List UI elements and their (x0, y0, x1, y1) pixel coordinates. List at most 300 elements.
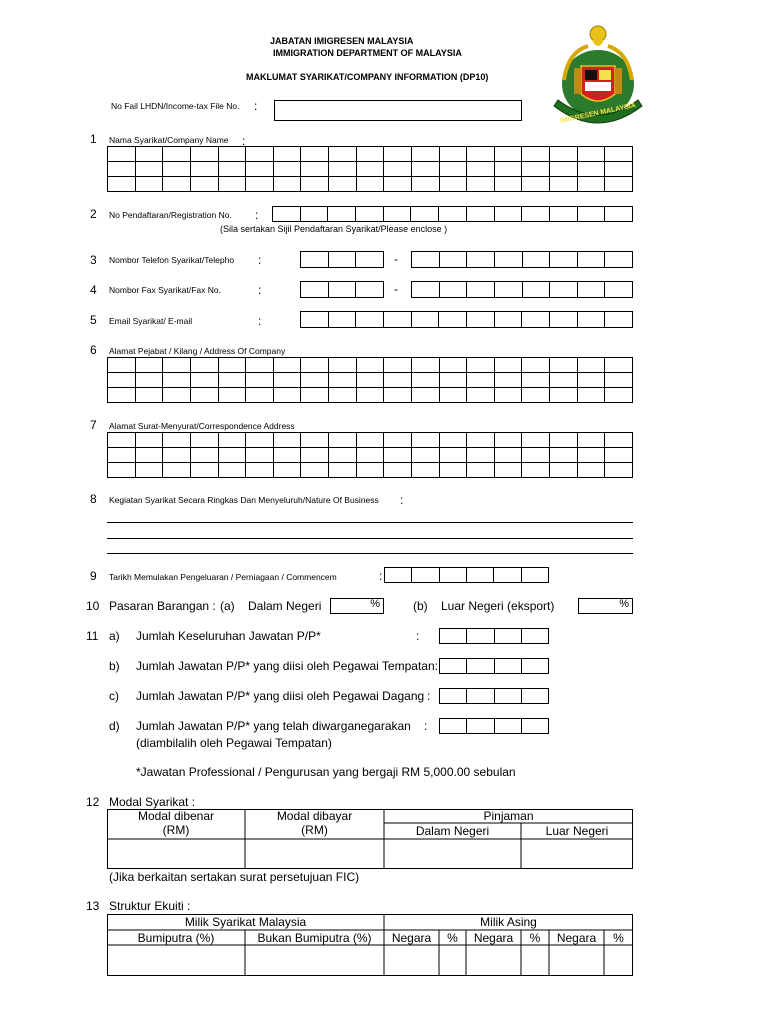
char-box[interactable] (246, 463, 274, 478)
char-box[interactable] (356, 358, 384, 373)
char-box[interactable] (356, 147, 384, 162)
char-box[interactable] (412, 568, 439, 583)
char-box[interactable] (439, 568, 466, 583)
char-box[interactable] (550, 252, 578, 268)
char-box[interactable] (550, 162, 578, 177)
q11a-colon: : (416, 629, 420, 643)
agency-name-en: IMMIGRATION DEPARTMENT OF MALAYSIA (273, 48, 462, 58)
char-box[interactable] (467, 162, 495, 177)
char-box[interactable] (383, 207, 411, 222)
char-box[interactable] (135, 358, 163, 373)
char-box[interactable] (577, 312, 605, 328)
char-box[interactable] (384, 463, 412, 478)
char-box[interactable] (163, 448, 191, 463)
char-box[interactable] (190, 388, 218, 403)
char-box[interactable] (467, 358, 495, 373)
char-box[interactable] (135, 463, 163, 478)
char-box[interactable] (494, 147, 522, 162)
q1-colon: : (242, 134, 246, 148)
char-box[interactable] (577, 282, 605, 298)
char-box[interactable] (301, 388, 329, 403)
company-name-grid[interactable] (107, 146, 633, 192)
char-box[interactable] (577, 252, 605, 268)
char-box[interactable] (467, 659, 494, 674)
char-box[interactable] (605, 207, 633, 222)
char-box[interactable] (356, 448, 384, 463)
char-box[interactable] (135, 177, 163, 192)
char-box[interactable] (522, 463, 550, 478)
authorised-capital-unit: (RM) (162, 822, 190, 837)
char-box[interactable] (301, 433, 329, 448)
char-box[interactable] (411, 448, 439, 463)
char-box[interactable] (522, 162, 550, 177)
char-box[interactable] (301, 358, 329, 373)
char-box[interactable] (467, 388, 495, 403)
char-box[interactable] (467, 433, 495, 448)
char-box[interactable] (494, 388, 522, 403)
char-box[interactable] (411, 373, 439, 388)
char-box[interactable] (522, 448, 550, 463)
char-box[interactable] (522, 433, 550, 448)
q11b-label: Jumlah Jawatan P/P* yang diisi oleh Pegawai Tempatan: (136, 659, 438, 673)
char-box[interactable] (163, 177, 191, 192)
char-box[interactable] (384, 358, 412, 373)
country-input-2[interactable] (467, 946, 520, 975)
loan-domestic-input[interactable] (385, 840, 520, 868)
char-box[interactable] (412, 252, 440, 268)
char-box[interactable] (439, 358, 467, 373)
char-box[interactable] (577, 177, 605, 192)
char-box[interactable] (273, 147, 301, 162)
q5-number: 5 (90, 313, 97, 327)
bumiputra-input[interactable] (108, 946, 244, 975)
paid-capital-title: Modal dibayar (276, 809, 353, 823)
char-box[interactable] (467, 282, 495, 298)
char-box[interactable] (246, 448, 274, 463)
char-box[interactable] (246, 433, 274, 448)
q11d-colon: : (424, 719, 428, 733)
char-box[interactable] (383, 312, 411, 328)
q10-number: 10 (86, 599, 100, 613)
char-box[interactable] (218, 358, 246, 373)
char-box[interactable] (494, 659, 521, 674)
char-box[interactable] (108, 373, 136, 388)
char-box[interactable] (494, 689, 521, 704)
char-box[interactable] (494, 177, 522, 192)
char-box[interactable] (329, 358, 357, 373)
char-box[interactable] (550, 177, 578, 192)
char-box[interactable] (135, 162, 163, 177)
equity-table (107, 914, 633, 976)
char-box[interactable] (356, 433, 384, 448)
country-input-1[interactable] (385, 946, 438, 975)
char-box[interactable] (605, 448, 633, 463)
char-box[interactable] (190, 448, 218, 463)
char-box[interactable] (549, 207, 577, 222)
char-box[interactable] (439, 147, 467, 162)
char-box[interactable] (301, 252, 329, 268)
char-box[interactable] (411, 463, 439, 478)
char-box[interactable] (521, 629, 548, 644)
business-line-2[interactable] (107, 538, 633, 539)
char-box[interactable] (412, 282, 440, 298)
char-box[interactable] (384, 388, 412, 403)
char-box[interactable] (467, 252, 495, 268)
char-box[interactable] (522, 388, 550, 403)
char-box[interactable] (246, 373, 274, 388)
char-box[interactable] (190, 463, 218, 478)
char-box[interactable] (494, 252, 522, 268)
char-box[interactable] (163, 162, 191, 177)
char-box[interactable] (439, 162, 467, 177)
export-market-pct-input[interactable] (578, 598, 633, 614)
char-box[interactable] (108, 463, 136, 478)
char-box[interactable] (135, 147, 163, 162)
char-box[interactable] (108, 162, 136, 177)
char-box[interactable] (301, 312, 329, 328)
char-box[interactable] (605, 373, 633, 388)
tax-file-colon: : (254, 99, 258, 113)
char-box[interactable] (577, 373, 605, 388)
char-box[interactable] (577, 162, 605, 177)
char-box[interactable] (521, 659, 548, 674)
char-box[interactable] (521, 568, 548, 583)
char-box[interactable] (577, 147, 605, 162)
char-box[interactable] (301, 177, 329, 192)
char-box[interactable] (605, 252, 633, 268)
char-box[interactable] (494, 448, 522, 463)
char-box[interactable] (190, 373, 218, 388)
char-box[interactable] (494, 719, 521, 734)
local-officers-grid[interactable] (439, 658, 549, 674)
char-box[interactable] (550, 358, 578, 373)
char-box[interactable] (550, 448, 578, 463)
char-box[interactable] (356, 388, 384, 403)
char-box[interactable] (328, 207, 356, 222)
char-box[interactable] (329, 147, 357, 162)
char-box[interactable] (218, 448, 246, 463)
char-box[interactable] (163, 433, 191, 448)
char-box[interactable] (605, 463, 633, 478)
loan-foreign-input[interactable] (522, 840, 632, 868)
char-box[interactable] (550, 433, 578, 448)
char-box[interactable] (439, 207, 467, 222)
char-box[interactable] (356, 463, 384, 478)
q10-label: Pasaran Barangan : (109, 599, 216, 613)
char-box[interactable] (301, 373, 329, 388)
char-box[interactable] (494, 358, 522, 373)
char-box[interactable] (494, 207, 522, 222)
char-box[interactable] (273, 373, 301, 388)
business-line-3[interactable] (107, 553, 633, 554)
char-box[interactable] (218, 388, 246, 403)
char-box[interactable] (466, 568, 493, 583)
char-box[interactable] (356, 282, 384, 298)
char-box[interactable] (522, 373, 550, 388)
char-box[interactable] (300, 207, 328, 222)
char-box[interactable] (384, 147, 412, 162)
char-box[interactable] (329, 177, 357, 192)
char-box[interactable] (494, 312, 522, 328)
char-box[interactable] (273, 463, 301, 478)
char-box[interactable] (411, 207, 439, 222)
pct-input-2[interactable] (522, 946, 548, 975)
char-box[interactable] (411, 162, 439, 177)
char-box[interactable] (521, 719, 548, 734)
char-box[interactable] (439, 373, 467, 388)
char-box[interactable] (218, 463, 246, 478)
q11a-label: Jumlah Keseluruhan Jawatan P/P* (136, 629, 321, 643)
char-box[interactable] (521, 689, 548, 704)
char-box[interactable] (301, 448, 329, 463)
char-box[interactable] (329, 448, 357, 463)
form-title: MAKLUMAT SYARIKAT/COMPANY INFORMATION (DP10) (246, 72, 489, 82)
email-grid[interactable] (300, 311, 633, 328)
char-box[interactable] (439, 252, 467, 268)
char-box[interactable] (163, 388, 191, 403)
char-box[interactable] (190, 358, 218, 373)
char-box[interactable] (439, 388, 467, 403)
char-box[interactable] (163, 147, 191, 162)
char-box[interactable] (301, 463, 329, 478)
char-box[interactable] (550, 388, 578, 403)
total-positions-grid[interactable] (439, 628, 549, 644)
char-box[interactable] (329, 433, 357, 448)
char-box[interactable] (163, 463, 191, 478)
char-box[interactable] (328, 282, 356, 298)
foreign-owned-header: Milik Asing (480, 915, 537, 929)
char-box[interactable] (384, 448, 412, 463)
char-box[interactable] (246, 388, 274, 403)
char-box[interactable] (411, 177, 439, 192)
char-box[interactable] (522, 177, 550, 192)
char-box[interactable] (494, 282, 522, 298)
char-box[interactable] (494, 568, 521, 583)
char-box[interactable] (494, 629, 521, 644)
char-box[interactable] (467, 448, 495, 463)
char-box[interactable] (439, 312, 467, 328)
char-box[interactable] (440, 719, 467, 734)
char-box[interactable] (522, 252, 550, 268)
char-box[interactable] (301, 147, 329, 162)
telephone-number-grid[interactable] (411, 251, 633, 268)
char-box[interactable] (108, 448, 136, 463)
q11-footnote: *Jawatan Professional / Pengurusan yang bergaji RM 5,000.00 sebulan (136, 765, 516, 779)
char-box[interactable] (467, 373, 495, 388)
pct-input-3[interactable] (605, 946, 632, 975)
char-box[interactable] (108, 177, 136, 192)
char-box[interactable] (605, 312, 633, 328)
char-box[interactable] (605, 162, 633, 177)
char-box[interactable] (577, 358, 605, 373)
q3-number: 3 (90, 253, 97, 267)
char-box[interactable] (273, 207, 301, 222)
paid-capital-unit: (RM) (301, 822, 328, 837)
char-box[interactable] (273, 177, 301, 192)
q1-number: 1 (90, 132, 97, 146)
char-box[interactable] (246, 147, 274, 162)
char-box[interactable] (356, 207, 384, 222)
char-box[interactable] (301, 282, 329, 298)
char-box[interactable] (329, 463, 357, 478)
char-box[interactable] (135, 433, 163, 448)
q10-b-label: Luar Negeri (eksport) (441, 599, 555, 613)
char-box[interactable] (218, 177, 246, 192)
country-input-3[interactable] (550, 946, 603, 975)
authorised-capital-input[interactable] (108, 840, 244, 868)
char-box[interactable] (273, 433, 301, 448)
char-box[interactable] (467, 463, 495, 478)
char-box[interactable] (467, 147, 495, 162)
char-box[interactable] (439, 433, 467, 448)
commencement-date-grid[interactable] (384, 567, 549, 583)
char-box[interactable] (605, 388, 633, 403)
fax-prefix-grid[interactable] (300, 281, 384, 298)
char-box[interactable] (577, 448, 605, 463)
q5-label: Email Syarikat/ E-mail (109, 316, 193, 326)
char-box[interactable] (577, 433, 605, 448)
char-box[interactable] (605, 147, 633, 162)
char-box[interactable] (411, 388, 439, 403)
non-bumiputra-input[interactable] (246, 946, 383, 975)
char-box[interactable] (135, 373, 163, 388)
char-box[interactable] (439, 177, 467, 192)
char-box[interactable] (522, 358, 550, 373)
q13-number: 13 (86, 899, 100, 913)
char-box[interactable] (605, 358, 633, 373)
char-box[interactable] (440, 689, 467, 704)
char-box[interactable] (190, 177, 218, 192)
char-box[interactable] (190, 147, 218, 162)
char-box[interactable] (163, 373, 191, 388)
q9-colon: : (379, 569, 383, 583)
q11b-letter: b) (109, 659, 120, 673)
char-box[interactable] (356, 162, 384, 177)
char-box[interactable] (467, 719, 494, 734)
char-box[interactable] (246, 177, 274, 192)
char-box[interactable] (577, 207, 605, 222)
char-box[interactable] (605, 282, 633, 298)
char-box[interactable] (329, 388, 357, 403)
expatriate-officers-grid[interactable] (439, 688, 549, 704)
char-box[interactable] (135, 448, 163, 463)
char-box[interactable] (577, 388, 605, 403)
paid-capital-input[interactable] (246, 840, 383, 868)
char-box[interactable] (108, 433, 136, 448)
char-box[interactable] (411, 433, 439, 448)
q4-dash: - (394, 282, 398, 296)
fax-number-grid[interactable] (411, 281, 633, 298)
char-box[interactable] (190, 433, 218, 448)
char-box[interactable] (384, 433, 412, 448)
char-box[interactable] (328, 312, 356, 328)
char-box[interactable] (494, 373, 522, 388)
char-box[interactable] (605, 177, 633, 192)
char-box[interactable] (108, 358, 136, 373)
char-box[interactable] (494, 463, 522, 478)
char-box[interactable] (466, 207, 494, 222)
char-box[interactable] (550, 147, 578, 162)
char-box[interactable] (467, 689, 494, 704)
char-box[interactable] (218, 147, 246, 162)
char-box[interactable] (273, 162, 301, 177)
char-box[interactable] (549, 312, 577, 328)
char-box[interactable] (605, 433, 633, 448)
char-box[interactable] (577, 463, 605, 478)
pct-input-1[interactable] (440, 946, 465, 975)
char-box[interactable] (218, 433, 246, 448)
naturalised-positions-grid[interactable] (439, 718, 549, 734)
char-box[interactable] (273, 448, 301, 463)
telephone-prefix-grid[interactable] (300, 251, 384, 268)
char-box[interactable] (440, 659, 467, 674)
char-box[interactable] (550, 282, 578, 298)
char-box[interactable] (466, 312, 494, 328)
company-address-grid[interactable] (107, 357, 633, 403)
char-box[interactable] (384, 373, 412, 388)
char-box[interactable] (273, 358, 301, 373)
char-box[interactable] (550, 373, 578, 388)
char-box[interactable] (273, 388, 301, 403)
char-box[interactable] (108, 147, 136, 162)
char-box[interactable] (356, 373, 384, 388)
char-box[interactable] (190, 162, 218, 177)
char-box[interactable] (384, 177, 412, 192)
q11c-colon: : (427, 689, 431, 703)
char-box[interactable] (467, 629, 494, 644)
char-box[interactable] (494, 433, 522, 448)
correspondence-address-grid[interactable] (107, 432, 633, 478)
char-box[interactable] (411, 358, 439, 373)
char-box[interactable] (522, 147, 550, 162)
char-box[interactable] (385, 568, 412, 583)
char-box[interactable] (329, 162, 357, 177)
char-box[interactable] (439, 463, 467, 478)
char-box[interactable] (384, 162, 412, 177)
char-box[interactable] (440, 629, 467, 644)
domestic-market-pct-input[interactable] (330, 598, 384, 614)
char-box[interactable] (439, 282, 467, 298)
char-box[interactable] (356, 312, 384, 328)
char-box[interactable] (108, 388, 136, 403)
char-box[interactable] (494, 162, 522, 177)
registration-no-grid[interactable] (272, 206, 633, 222)
char-box[interactable] (411, 147, 439, 162)
char-box[interactable] (135, 388, 163, 403)
char-box[interactable] (550, 463, 578, 478)
pct-header-1: % (447, 931, 458, 945)
char-box[interactable] (439, 448, 467, 463)
char-box[interactable] (411, 312, 439, 328)
char-box[interactable] (356, 252, 384, 268)
char-box[interactable] (522, 207, 550, 222)
char-box[interactable] (328, 252, 356, 268)
q2-number: 2 (90, 207, 97, 221)
char-box[interactable] (301, 162, 329, 177)
char-box[interactable] (218, 373, 246, 388)
char-box[interactable] (246, 162, 274, 177)
char-box[interactable] (522, 282, 550, 298)
char-box[interactable] (356, 177, 384, 192)
tax-file-input[interactable] (274, 100, 522, 121)
char-box[interactable] (467, 177, 495, 192)
char-box[interactable] (246, 358, 274, 373)
char-box[interactable] (218, 162, 246, 177)
business-line-1[interactable] (107, 522, 633, 523)
char-box[interactable] (522, 312, 550, 328)
char-box[interactable] (163, 358, 191, 373)
char-box[interactable] (329, 373, 357, 388)
